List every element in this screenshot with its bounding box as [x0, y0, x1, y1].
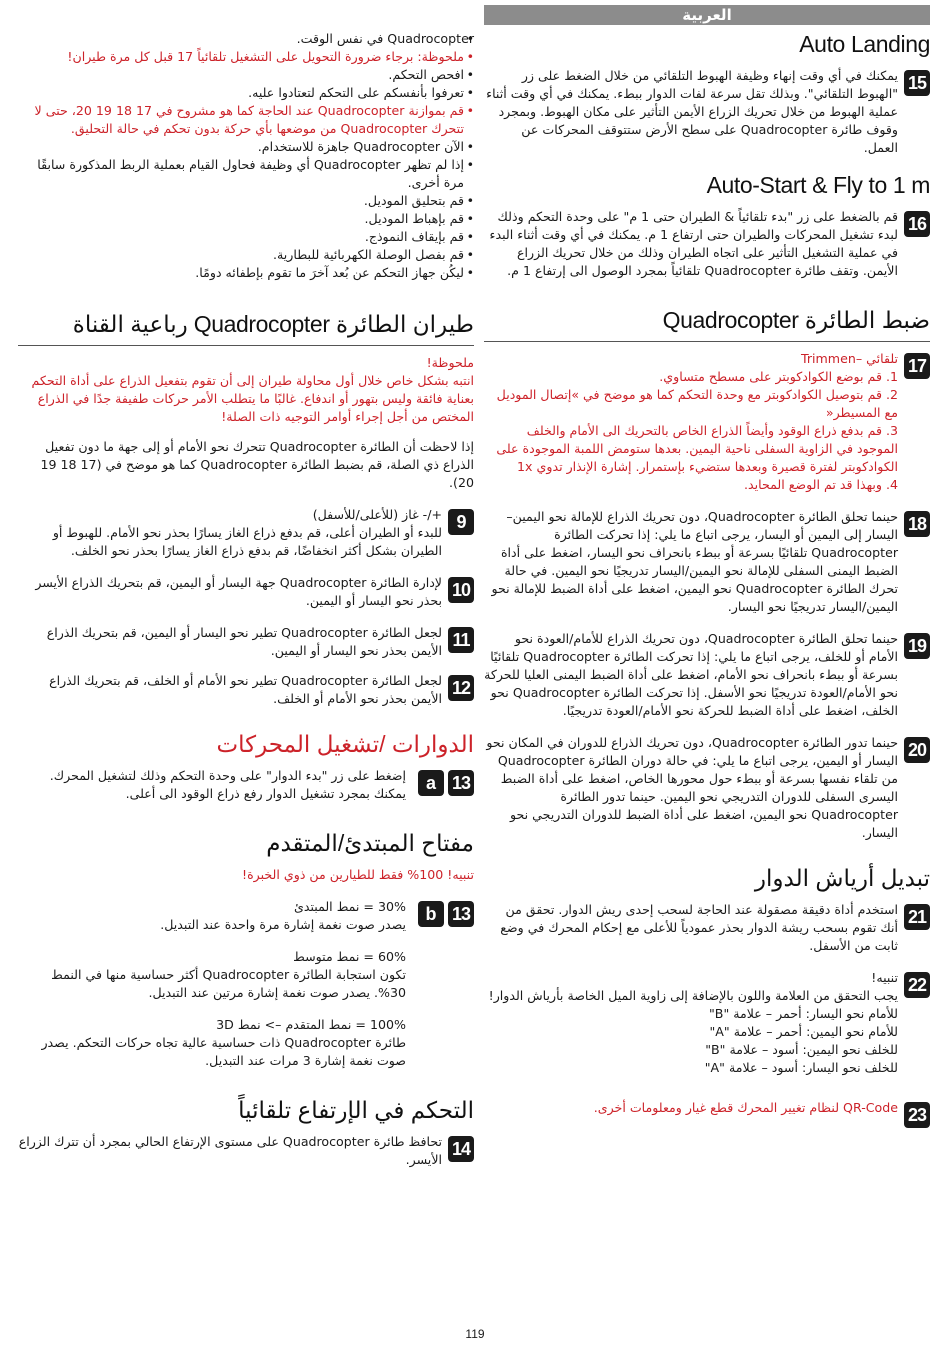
step-22 — [484, 969, 930, 1077]
step-23-text: QR-Code لنظام تغيير المحرك قطع غيار ومعلومات أخرى. — [593, 1100, 898, 1115]
list-item: • ليكُن جهاز التحكم عن بُعد آخرَ ما تقوم بإطفائه دومًا. — [18, 264, 474, 282]
list-item: • قم بإهباط الموديل. — [18, 210, 474, 228]
list-item: • ملحوظة: برجاء ضرورة التحويل على التشغيل تلقائياً 17 قبل كل مرة طيران! — [18, 48, 474, 66]
mode-beginner-text: يصدر صوت نغمة إشارة مرة واحدة عند التبديل. — [160, 917, 406, 932]
list-item: • قم بإيقاف النموذج. — [18, 228, 474, 246]
flight-note-body: انتبه بشكل خاص خلال أول محاولة طيران إلى أن تقوم بتفعيل الذراع على أداة التحكم بعناية فائقة وليس بتهور أو اندفاع. غالبًا ما يتطلب الأمر حركات طفيفة جدًا في الذراع المختص من أجل إجراء أوامر التوجيه ذات الصلة! — [31, 373, 474, 424]
step-number-13b: 13 — [448, 901, 474, 927]
list-item: • قم بموازنة Quadrocopter عند الحاجة كما هو مشروح في 17 18 19 20، حتى لا تتحرك Quadrocopter من موضعها بأي حركة بدون تحكم في حالة التحليق. — [18, 102, 474, 138]
step-number-15: 15 — [904, 70, 930, 96]
step-number-10: 10 — [448, 577, 474, 603]
step-22-line: للأمام نحو اليسار: أحمر – علامة "B" — [709, 1006, 898, 1021]
step-13b — [18, 898, 474, 1070]
heading-switch: مفتاح المبتدئ/المتقدم — [266, 830, 474, 856]
step-13a — [18, 767, 474, 803]
list-item: • افحص التحكم. — [18, 66, 474, 84]
step-13a-text: إضغط على زر "بدء الدوار" على وحدة التحكم وذلك لتشغيل المحرك. يمكنك بمجرد تشغيل الدوار رفع ذراع الوقود الى أعلى. — [49, 768, 406, 801]
step-number-21: 21 — [904, 904, 930, 930]
step-11 — [18, 624, 474, 660]
list-item: 2. قم بتوصيل الكوادكوبتر مع وحدة التحكم كما هو موضح في »إتصال الموديل مع المسيطر« — [496, 387, 898, 420]
step-number-14: 14 — [448, 1136, 474, 1162]
step-letter-a: a — [418, 770, 444, 796]
step-14 — [18, 1133, 474, 1169]
list-item: • قم بتحليق الموديل. — [18, 192, 474, 210]
heading-blades: تبديل أرياش الدوار — [754, 865, 930, 891]
step-10-text: لإدارة الطائرة Quadrocopter جهة اليسار أو اليمين، قم بتحريك الذراع الأيسر بحذر نحو اليسار أو اليمين. — [35, 575, 442, 608]
step-number-13a: 13 — [448, 770, 474, 796]
step-21 — [484, 901, 930, 955]
step-14-text: تحافظ طائرة Quadrocopter على مستوى الإرتفاع الحالي بمجرد أن تترك الزراع الأيسر. — [18, 1134, 442, 1167]
step-18-text: حينما تحلق الطائرة Quadrocopter، دون تحريك الذراع للإمالة نحو اليمين–اليسار إلى اليمين أو اليسار، يرجى اتباع ما يلي: إذا تحركت الطائرة Quadrocopter تلقائيًا بسرعة أو ببطء بانحراف نحو اليسار، اضغط على أداة الضبط اليمنى السفلى للإمالة نحو اليمين/اليسار تدريجيًا نحو اليمين. في حالة تحرك الطائرة Quadrocopter نحو اليمين، اضغط على أداة الضبط للإمالة نحو اليمين/اليسار تدريجيًا نحو اليسار. — [491, 509, 898, 614]
step-22-line: للأمام نحو اليمين: أحمر – علامة "A" — [709, 1024, 898, 1039]
list-item: • تعرفوا بأنفسكم على التحكم لتعتادوا عليه. — [18, 84, 474, 102]
heading-flight: طيران الطائرة Quadrocopter رباعية القناة — [72, 311, 474, 337]
step-22-line: للخلف نحو اليمين: أسود – علامة "B" — [705, 1042, 898, 1057]
list-item: • الآن Quadrocopter جاهزة للاستخدام. — [18, 138, 474, 156]
step-11-text: لجعل الطائرة Quadrocopter تطير نحو اليسار أو اليمين، قم بتحريك الذراع الأيمن بحذر نحو اليسار أو اليمين. — [46, 625, 442, 658]
step-number-17: 17 — [904, 353, 930, 379]
left-column — [18, 30, 474, 1181]
step-10 — [18, 574, 474, 610]
heading-altitude: التحكم في الإرتفاع تلقائياً — [238, 1097, 474, 1123]
step-number-23: 23 — [904, 1102, 930, 1128]
heading-motors: الدوارات /تشغيل المحركات — [216, 731, 474, 757]
step-17 — [484, 350, 930, 494]
mode-medium-heading: 60% = نمط متوسط — [293, 949, 406, 964]
list-item: 3. قم بدفع ذراع الوقود وأيضاً الذراع الخاص بالتحريك الى الأمام والخلف الموجود في الزاوية السفلى ناحية اليمين. بعدها ستومض اللمبة الموجودة على الكوادكوبتر لفترة قصيرة وبعدها ستضيء بإستمرار. إشارة الإنذار تدوي 1x — [496, 423, 898, 474]
switch-warning: تنبيه! 100% فقط للطيارين من ذوي الخبرة! — [242, 867, 474, 882]
step-15-text: يمكنك في أي وقت إنهاء وظيفة الهبوط التلقائي من خلال الضغط على زر "الهبوط التلقائي". وبذلك تقل سرعة لفات الدوار ببطء. يمكنك في أي وقت أثناء عملية الهبوط من خلال تحريك الزراع الأيمن التأثير على مكان الهبوط. وبمجرد وقوف طائرة Quadrocopter على سطح الأرض ستتوقف المحركات عن العمل. — [486, 68, 898, 155]
heading-auto-start: Auto-Start & Fly to 1 m — [706, 172, 930, 198]
step-17-list — [484, 368, 898, 494]
heading-auto-landing: Auto Landing — [799, 31, 930, 57]
step-20 — [484, 734, 930, 842]
mode-advanced-text: طائرة Quadrocopter ذات حساسية عالية تجاه حركات التحكم. يصدر صوت نغمة إشارة 3 مرات عند التبديل. — [41, 1035, 406, 1068]
step-22-line: للخلف نحو اليسار: أسود – علامة "A" — [704, 1060, 898, 1075]
mode-medium-text: تكون استجابة الطائرة Quadrocopter أكثر حساسية منها في النمط 30%. يصدر صوت نغمة إشارة مرتين عند التبديل. — [51, 967, 406, 1000]
step-9 — [18, 506, 474, 560]
step-22-heading: تنبيه! — [871, 970, 898, 985]
step-number-18: 18 — [904, 511, 930, 537]
right-column — [484, 30, 930, 1129]
step-16 — [484, 208, 930, 280]
step-12 — [18, 672, 474, 708]
page-number: 119 — [465, 1327, 485, 1341]
step-20-text: حينما تدور الطائرة Quadrocopter، دون تحريك الذراع للدوران في المكان نحو اليسار أو اليمين، يرجى اتباع ما يلي: في حالة دوران الطائرة Quadrocopter من تلقاء نفسها بسرعة أو ببطء حول محورها الخاص، اضغط على أداة الضبط اليسرى السفلى للدوران التدريجي نحو اليمين. حينما تدور الطائرة Quadrocopter نحو اليمين، اضغط على أداة الضبط للدوران التدريجي نحو اليسار. — [486, 735, 898, 840]
step-23 — [484, 1099, 930, 1125]
step-number-11: 11 — [448, 627, 474, 653]
step-number-20: 20 — [904, 737, 930, 763]
list-item: • إذا لم تظهر Quadrocopter أي وظيفة فحاول القيام بعملية الربط المذكورة سابقًا مرة أخرى. — [18, 156, 474, 192]
checklist — [18, 30, 474, 282]
list-item: • قم بفصل الوصلة الكهربائية للبطارية. — [18, 246, 474, 264]
step-19 — [484, 630, 930, 720]
list-item: • Quadrocopter في نفس الوقت. — [18, 30, 474, 48]
language-tab: العربية — [484, 5, 930, 25]
step-12-text: لجعل الطائرة Quadrocopter تطير نحو الأمام أو الخلف، قم بتحريك الذراع الأيمن بحذر نحو الأمام أو الخلف. — [49, 673, 442, 706]
mode-advanced-heading: 100% = نمط المتقدم –> نمط 3D — [216, 1017, 406, 1032]
step-9-heading: +/- غاز (للأعلى/للأسفل) — [312, 507, 442, 522]
step-number-22: 22 — [904, 972, 930, 998]
step-22-intro: يجب التحقق من العلامة واللون بالإضافة إلى زاوية الميل الخاصة بأرياش الدوار! — [488, 988, 898, 1003]
step-18 — [484, 508, 930, 616]
step-number-19: 19 — [904, 633, 930, 659]
step-16-text: قم بالضغط على زر "بدء تلقائياً & الطيران حتى 1 م" على وحدة التحكم وذلك لبدء تشغيل المحركات والطيران حتى ارتفاع 1 م. يمكنك في أي وقت أثناء البدء في عملية التشغيل التأثير على اتجاه الطيران وذلك من خلال تحريك الزراع الأيمن. وتقف طائرة Quadrocopter تلقائياً بمجرد الوصول الى إرتفاع 1 م. — [489, 209, 898, 278]
step-number-9: 9 — [448, 509, 474, 535]
step-15 — [484, 67, 930, 157]
step-number-16: 16 — [904, 211, 930, 237]
heading-trim: ضبط الطائرة Quadrocopter — [662, 307, 930, 333]
step-17-heading: تلقائي –Trimmen — [801, 351, 898, 366]
mode-beginner-heading: 30% = نمط المبتدئ — [294, 899, 406, 914]
step-number-12: 12 — [448, 675, 474, 701]
flight-note-heading: ملحوظة! — [426, 355, 474, 370]
step-21-text: استخدم أداة دقيقة مصقولة عند الحاجة لسحب إحدى ريش الدوار. تحقق من أنك تقوم بسحب ريشة الدوار بحذر عمودياً للأعلى مع إحكام المحرك في وضع ثابت من الأسفل. — [500, 902, 898, 953]
step-9-text: للبدء أو الطيران أعلى، قم بدفع ذراع الغاز يسارًا بحذر نحو الأمام. للهبوط أو الطيران بشكل أكثر انخفاضًا، قم بدفع ذراع الغاز يسارًا بحذر نحو الخلف. — [52, 525, 442, 558]
list-item: 1. قم بوضع الكوادكوبتر على مسطح متساوي. — [659, 369, 898, 384]
step-19-text: حينما تحلق الطائرة Quadrocopter، دون تحريك الذراع للأمام/العودة نحو الأمام أو للخلف، يرجى اتباع ما يلي: إذا تحركت الطائرة Quadrocopter تلقائيًا بسرعة أو ببطء بانحراف نحو الأمام، اضغط على أداة الضبط اليمنى العليا للحركة نحو الأمام/العودة تدريجيًا نحو الأسفل. إذا تحركت الطائرة Quadrocopter نحو الخلف، اضغط على أداة الضبط للحركة نحو الأمام/العودة تدريجيًا. — [484, 631, 898, 718]
list-item: 4. وبهذا قد تم الوضع المحايد. — [744, 477, 898, 492]
flight-intro: إذا لاحظت أن الطائرة Quadrocopter تتحرك نحو الأمام أو إلى جهة ما دون تفعيل الذراع ذي الصلة، قم بضبط الطائرة Quadrocopter كما هو موضح في (17 18 19 20). — [40, 439, 474, 490]
step-letter-b: b — [418, 901, 444, 927]
